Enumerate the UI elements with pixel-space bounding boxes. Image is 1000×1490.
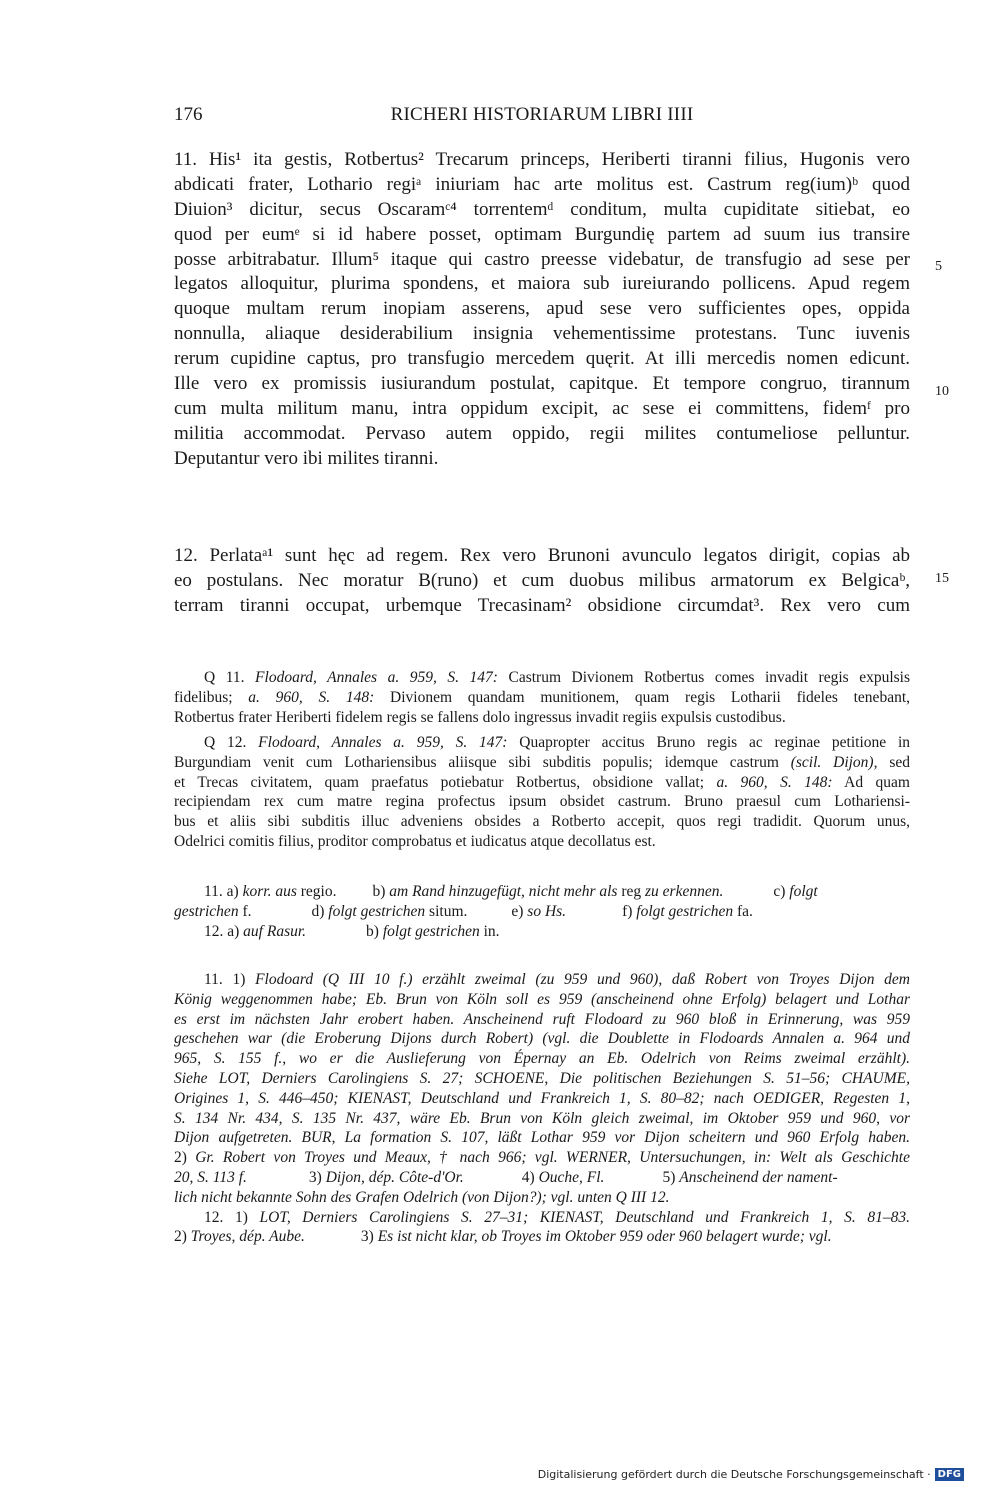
commentary-line: Origines 1, S. 446–450; KIENAST, Deutschland und Frankreich 1, S. 80–82; nach OEDIGER, Regesten 1, (174, 1089, 910, 1107)
text-line: militia accommodat. Pervaso autem oppido, regii milites contumeliose pelluntur. (174, 422, 910, 444)
note-line (174, 733, 910, 753)
text-line: Diuion³ dicitur, secus Oscaramᶜ⁴ torrentemᵈ conditum, multa cupiditate sitiebat, eo (174, 198, 910, 220)
commentary-text: Ouche, Fl. (538, 1168, 605, 1186)
apparatus-text: am Rand hinzugefügt, nicht mehr als (389, 883, 618, 900)
note-label: Q 11. (204, 669, 256, 686)
apparatus-text: fa. (733, 902, 753, 920)
apparatus-label: e) (511, 902, 528, 920)
apparatus-text: gestrichen (174, 902, 239, 920)
commentary-text: Troyes, dép. Aube. (190, 1228, 305, 1246)
note-text: et Trecas civitatem, quam praefatus potiebatur Rotbertus, obsidione vallat; (174, 773, 717, 791)
note-citation: a. 960, S. 148: (248, 688, 375, 706)
text-line: 12. Perlataᵃ¹ sunt hęc ad regem. Rex vero Brunoni avunculo legatos dirigit, copias ab (174, 545, 910, 566)
apparatus-label: b) (372, 883, 390, 900)
note-text: Quapropter accitus Bruno regis ac reginae petitione in (507, 734, 910, 751)
commentary-line (174, 1168, 910, 1188)
commentary-text: Dijon, dép. Côte-d'Or. (325, 1168, 464, 1186)
commentary-notes (174, 970, 910, 1247)
note-text: sed (877, 753, 910, 771)
commentary-line: S. 134 Nr. 434, S. 135 Nr. 437, wäre Eb. Brun von Köln gleich zweimal, im Oktober 959 und 960, vor (174, 1109, 910, 1127)
note-line: Rotbertus frater Heriberti fidelem regis se fallens dolo ingressus invadit regiis expulsis custodibus. (174, 708, 786, 726)
commentary-line: es erst im nächsten Jahr erobert haben. Anscheinend ruft Flodoard zu 960 bloß in Erinnerung, was 959 (174, 1010, 910, 1028)
text-line: quod per eumᵉ si id habere posset, optimam Burgundię partem ad suum ius transire (174, 223, 910, 245)
source-note-q12 (174, 733, 910, 852)
commentary-text: LOT, Derniers Carolingiens S. 27–31; KIENAST, Deutschland und Frankreich 1, S. 81–83. (259, 1208, 910, 1226)
apparatus-label: b) (366, 922, 383, 940)
text-line: rerum cupidine captus, pro transfugio mercedem quęrit. At illi mercedis nomen edicunt. (174, 348, 910, 370)
apparatus-text: in. (479, 922, 500, 940)
note-label: 4) (521, 1168, 539, 1186)
commentary-line (174, 1208, 910, 1228)
apparatus-line (174, 882, 910, 902)
commentary-line: 965, S. 155 f., wo er die Auslieferung von Épernay an Eb. Odelrich von Reims zweimal erzählt). (174, 1050, 910, 1068)
commentary-line: geschehen war (die Eroberung Dijons durch Robert) (vgl. die Doublette in Flodoards Annalen a. 964 und (174, 1030, 910, 1048)
note-line: Odelrici comitis filius, proditor comprobatus et iudicatus atque decollatus est. (174, 832, 656, 850)
note-citation: Flodoard, Annales a. 959, S. 147: (255, 669, 498, 686)
text-line: abdicati frater, Lothario regiᵃ iniuriam hac arte molitus est. Castrum reg(ium)ᵇ quod (174, 173, 910, 195)
critical-apparatus (174, 882, 910, 941)
apparatus-line (174, 922, 910, 942)
text-line: nonnulla, aliaque desiderabilium insignia vehementissime protestans. Tunc iuvenis (174, 323, 910, 345)
note-label: 2) (174, 1228, 191, 1246)
note-line (174, 753, 910, 773)
note-line: bus et aliis sibi subditis illuc adveniens obsides a Rotberto accepit, quos regi tradidit. Quorum unus, (174, 813, 910, 831)
note-line: recipiendam rex cum matre regina profectus ipsum obsidet castrum. Bruno praesul cum Lothariensi- (174, 793, 910, 811)
note-line (174, 773, 910, 793)
commentary-line: lich nicht bekannte Sohn des Grafen Odelrich (von Dijon?); vgl. unten Q III 12. (174, 1188, 670, 1206)
note-text: Divionem quandam munitionem, quam regis Lotharii fideles tenebant, (374, 688, 910, 706)
apparatus-label: d) (311, 902, 329, 920)
note-label: 5) (662, 1168, 680, 1186)
note-label: 2) (174, 1149, 196, 1167)
commentary-line (174, 970, 910, 990)
note-line (174, 668, 910, 688)
apparatus-label: c) (773, 883, 790, 900)
apparatus-label: 11. a) (204, 883, 243, 900)
text-line: Deputantur vero ibi milites tiranni. (174, 447, 439, 469)
credit-text: Digitalisierung gefördert durch die Deutsche Forschungsgemeinschaft · (537, 1468, 931, 1481)
note-label: Q 12. (204, 734, 259, 751)
note-line (174, 688, 910, 708)
note-label: 3) (308, 1168, 326, 1186)
dfg-logo: DFG (935, 1468, 964, 1481)
apparatus-text: reg (617, 883, 645, 900)
apparatus-text: auf Rasur. (243, 922, 307, 940)
commentary-text: Es ist nicht klar, ob Troyes im Oktober 959 oder 960 belagert wurde; vgl. (377, 1228, 832, 1246)
text-line: 11. His¹ ita gestis, Rotbertus² Trecarum princeps, Heriberti tiranni filius, Hugonis vero (174, 149, 910, 170)
page-header (174, 104, 910, 130)
line-number-10: 10 (935, 384, 949, 399)
note-label: 11. 1) (204, 971, 256, 988)
source-note-q11 (174, 668, 910, 727)
text-line: eo postulans. Nec moratur B(runo) et cum duobus milibus armatorum ex Belgicaᵇ, (174, 569, 910, 591)
note-text: Burgundiam venit cum Lothariensibus aliisque sibi subditis populis; idemque castrum (174, 753, 791, 771)
commentary-line (174, 1227, 910, 1247)
chapter-11-text (174, 148, 910, 472)
text-line: quoque multam rerum inopiam asserens, apud sese vero sufficientes opes, oppida (174, 298, 910, 320)
note-label: 12. 1) (204, 1208, 260, 1226)
commentary-line (174, 1148, 910, 1168)
note-text: fidelibus; (174, 688, 249, 706)
text-line: Ille vero ex promissis iusiurandum postulat, capitque. Et tempore congruo, tirannum (174, 373, 910, 395)
line-number-5: 5 (935, 259, 942, 274)
note-citation: Flodoard, Annales a. 959, S. 147: (258, 734, 508, 751)
apparatus-text: folgt (789, 883, 818, 900)
commentary-text: Gr. Robert von Troyes und Meaux, † nach 966; vgl. WERNER, Untersuchungen, in: Welt als Geschichte (195, 1149, 910, 1167)
commentary-text: Flodoard (Q III 10 f.) erzählt zweimal (zu 959 und 960), daß Robert von Troyes Dijon dem (255, 971, 911, 988)
apparatus-text: situm. (425, 902, 468, 920)
note-citation: a. 960, S. 148: (716, 773, 833, 791)
note-text: Castrum Divionem Rotbertus comes invadit regis expulsis (497, 669, 910, 686)
apparatus-text: f. (238, 902, 252, 920)
apparatus-label: 12. a) (204, 922, 244, 940)
text-line: legatos alloquitur, plurima spondens, et maiora sub iureiurando pollicens. Apud regem (174, 273, 910, 295)
apparatus-label: f) (622, 902, 637, 920)
commentary-line: Siehe LOT, Derniers Carolingiens S. 27; SCHOENE, Die politischen Beziehungen S. 51–56; CHAUME, (174, 1069, 910, 1087)
digitization-credit (538, 1468, 964, 1481)
commentary-line: Dijon aufgetreten. BUR, La formation S. 107, läßt Lothar 959 vor Dijon scheitern und 960 Erfolg haben. (174, 1129, 910, 1147)
text-line: cum multa militum manu, intra oppidum excipit, ac sese ei committens, fidemᶠ pro (174, 397, 910, 419)
apparatus-text: zu erkennen. (645, 883, 724, 900)
apparatus-text: folgt gestrichen (636, 902, 734, 920)
apparatus-text: korr. aus (242, 883, 297, 900)
commentary-text: 20, S. 113 f. (174, 1168, 247, 1186)
apparatus-text: regio. (296, 883, 337, 900)
running-title: RICHERI HISTORIARUM LIBRI IIII (390, 104, 694, 125)
commentary-text: Anscheinend der nament- (679, 1168, 838, 1186)
apparatus-text: folgt gestrichen (328, 902, 426, 920)
page-number: 176 (174, 104, 203, 125)
note-text: Ad quam (832, 773, 910, 791)
note-citation: (scil. Dijon), (790, 753, 878, 771)
line-number-15: 15 (935, 571, 949, 586)
chapter-12-text (174, 544, 910, 619)
commentary-line: König weggenommen habe; Eb. Brun von Köln soll es 959 (anscheinend ohne Erfolg) belagert und Lothar (174, 990, 910, 1008)
apparatus-line (174, 902, 910, 922)
text-line: terram tiranni occupat, urbemque Trecasinam² obsidione circumdat³. Rex vero cum (174, 594, 910, 616)
apparatus-text: folgt gestrichen (382, 922, 480, 940)
apparatus-text: so Hs. (527, 902, 567, 920)
note-label: 3) (360, 1228, 378, 1246)
text-line: posse arbitrabatur. Illum⁵ itaque qui castro preesse videbatur, de transfugio ad sese per (174, 248, 910, 270)
